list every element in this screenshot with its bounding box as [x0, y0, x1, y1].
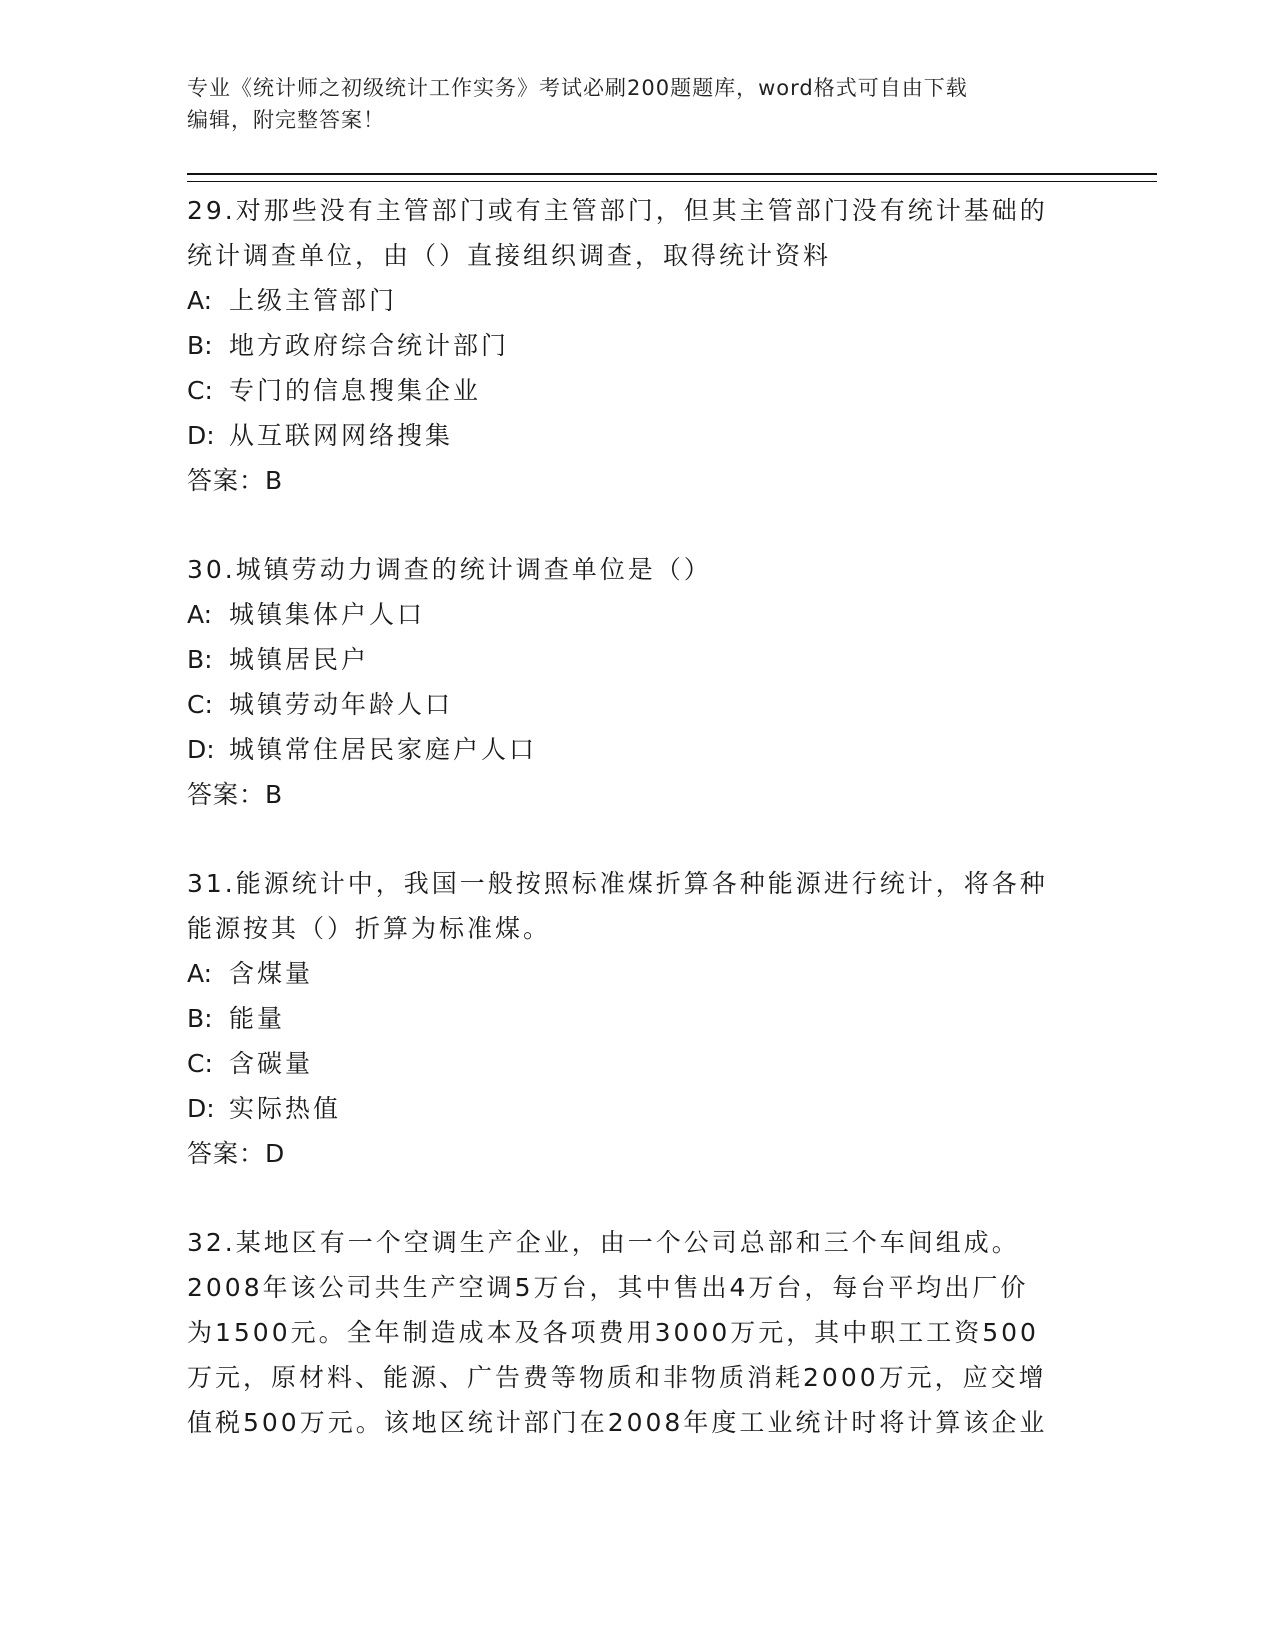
- option-text: 城镇集体户人口: [229, 600, 426, 629]
- option-c: [187, 1041, 1087, 1086]
- option-text: 专门的信息搜集企业: [229, 376, 482, 405]
- question-text-line: 29.对那些没有主管部门或有主管部门，但其主管部门没有统计基础的: [187, 196, 1048, 225]
- option-text: 含煤量: [229, 959, 314, 988]
- option-c: [187, 682, 1087, 727]
- option-text: 地方政府综合统计部门: [229, 331, 510, 360]
- option-text: 能量: [229, 1004, 286, 1033]
- question-list: [187, 188, 1087, 1489]
- answer: 答案：B: [187, 466, 284, 495]
- option-text: 实际热值: [229, 1094, 342, 1123]
- question-29: [187, 188, 1087, 503]
- option-text: 上级主管部门: [229, 286, 398, 315]
- option-b: [187, 637, 1087, 682]
- question-text-line: 能源按其（）折算为标准煤。: [187, 914, 552, 943]
- option-key: A:: [187, 600, 213, 629]
- question-text-line: 30.城镇劳动力调查的统计调查单位是（）: [187, 555, 712, 584]
- document-header: [187, 72, 1087, 136]
- option-c: [187, 368, 1087, 413]
- option-key: C:: [187, 1049, 213, 1078]
- option-key: D:: [187, 1094, 215, 1123]
- option-key: B:: [187, 645, 213, 674]
- option-text: 城镇劳动年龄人口: [229, 690, 454, 719]
- question-text-line: 值税500万元。该地区统计部门在2008年度工业统计时将计算该企业: [187, 1408, 1048, 1437]
- option-key: A:: [187, 286, 213, 315]
- option-a: [187, 592, 1087, 637]
- option-d: [187, 413, 1087, 458]
- question-31: [187, 861, 1087, 1176]
- question-text-line: 万元，原材料、能源、广告费等物质和非物质消耗2000万元，应交增: [187, 1363, 1047, 1392]
- option-a: [187, 951, 1087, 996]
- answer: 答案：B: [187, 780, 284, 809]
- option-text: 从互联网网络搜集: [229, 421, 454, 450]
- option-text: 城镇居民户: [229, 645, 370, 674]
- option-d: [187, 727, 1087, 772]
- option-b: [187, 323, 1087, 368]
- header-divider-thin: [187, 181, 1157, 182]
- question-text-line: 2008年该公司共生产空调5万台，其中售出4万台，每台平均出厂价: [187, 1273, 1029, 1302]
- question-32: [187, 1220, 1087, 1445]
- answer: 答案：D: [187, 1139, 286, 1168]
- question-text-line: 32.某地区有一个空调生产企业，由一个公司总部和三个车间组成。: [187, 1228, 1020, 1257]
- question-30: [187, 547, 1087, 817]
- option-text: 含碳量: [229, 1049, 314, 1078]
- option-b: [187, 996, 1087, 1041]
- header-line-1: 专业《统计师之初级统计工作实务》考试必刷200题题库，word格式可自由下载: [187, 76, 968, 100]
- option-a: [187, 278, 1087, 323]
- option-key: D:: [187, 421, 215, 450]
- header-divider-thick: [187, 173, 1157, 175]
- option-key: C:: [187, 376, 213, 405]
- option-key: D:: [187, 735, 215, 764]
- option-d: [187, 1086, 1087, 1131]
- option-key: C:: [187, 690, 213, 719]
- option-key: B:: [187, 1004, 213, 1033]
- question-text-line: 为1500元。全年制造成本及各项费用3000万元，其中职工工资500: [187, 1318, 1039, 1347]
- option-key: B:: [187, 331, 213, 360]
- question-text-line: 统计调查单位，由（）直接组织调查，取得统计资料: [187, 241, 832, 270]
- option-key: A:: [187, 959, 213, 988]
- header-line-2: 编辑，附完整答案！: [187, 108, 385, 132]
- option-text: 城镇常住居民家庭户人口: [229, 735, 538, 764]
- question-text-line: 31.能源统计中，我国一般按照标准煤折算各种能源进行统计，将各种: [187, 869, 1048, 898]
